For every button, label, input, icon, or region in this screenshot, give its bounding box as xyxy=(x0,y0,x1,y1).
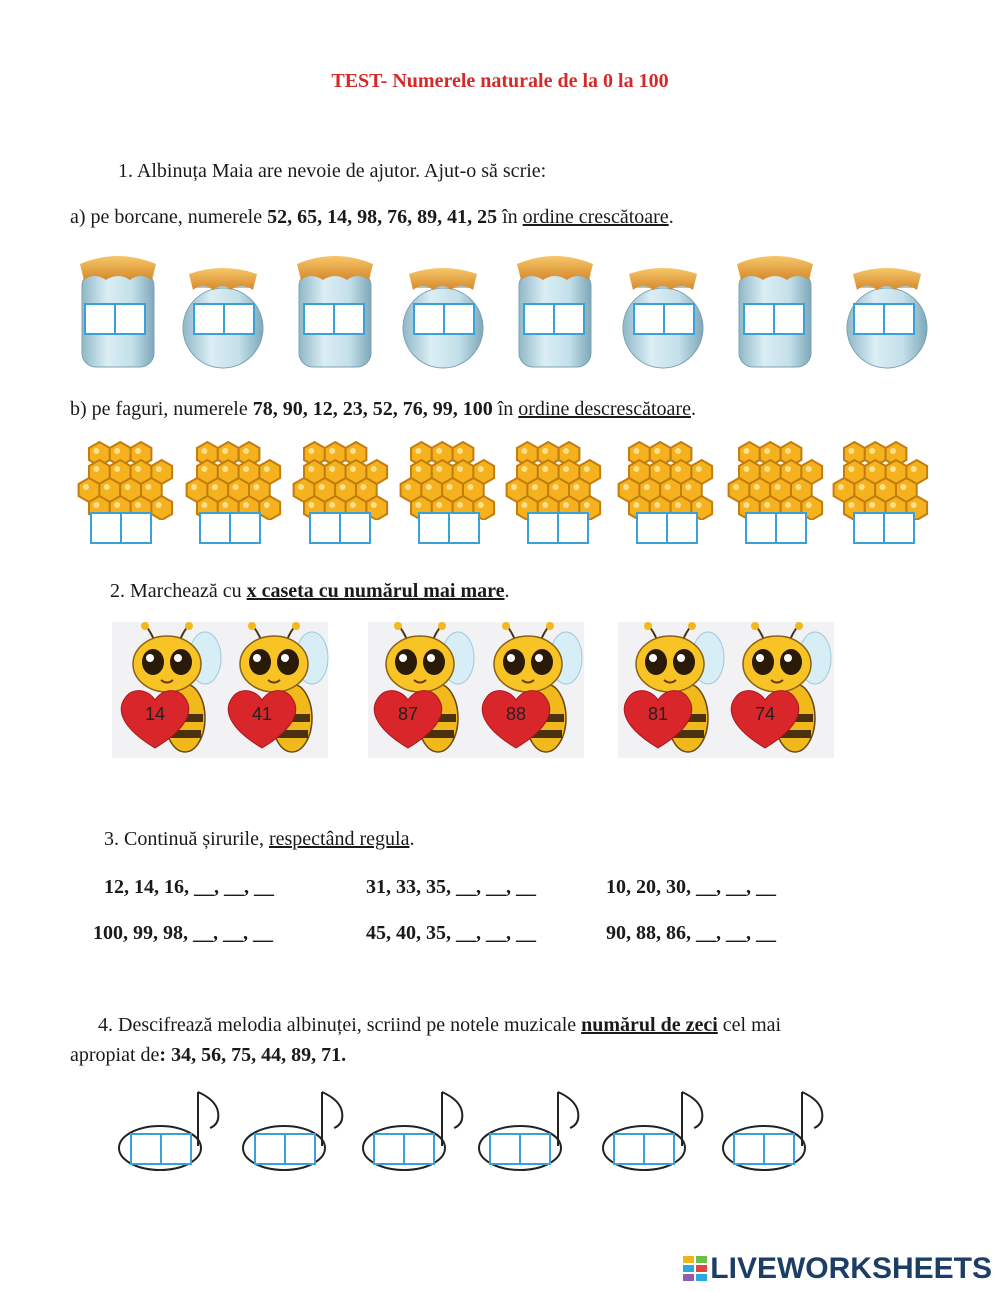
comb-1-digit-1[interactable] xyxy=(90,512,122,544)
comb-8-digit-1[interactable] xyxy=(853,512,885,544)
sequence-4[interactable]: 100, 99, 98, __, __, __ xyxy=(93,922,273,944)
note-4-digit-1[interactable] xyxy=(489,1133,521,1165)
comb-7-digit-2[interactable] xyxy=(777,512,807,544)
q1-b-end: . xyxy=(690,398,696,420)
jar-3-digit-2[interactable] xyxy=(335,303,365,335)
comb-answer-2 xyxy=(199,512,261,544)
comb-answer-4 xyxy=(418,512,480,544)
q1-a-text xyxy=(70,206,674,229)
bee-card-2[interactable] xyxy=(222,624,328,756)
jar-answer-2 xyxy=(193,303,255,335)
q2-mark: x caseta cu numărul mai mare xyxy=(246,580,505,602)
q4-line2-numbers: : 34, 56, 75, 44, 89, 71. xyxy=(159,1044,347,1066)
q2-text xyxy=(110,580,510,603)
q1-b-order: ordine descrescătoare xyxy=(518,398,691,420)
note-1-digit-2[interactable] xyxy=(162,1133,192,1165)
q1-b-text xyxy=(70,398,696,421)
comb-6-digit-2[interactable] xyxy=(668,512,698,544)
note-2-digit-1[interactable] xyxy=(254,1133,286,1165)
q4-line2-prefix: apropiat de xyxy=(70,1044,160,1066)
note-answer-3 xyxy=(373,1133,435,1165)
liveworksheets-logo-icon xyxy=(683,1256,707,1282)
comb-3-digit-2[interactable] xyxy=(341,512,371,544)
jar-1-digit-1[interactable] xyxy=(84,303,116,335)
comb-4-digit-1[interactable] xyxy=(418,512,450,544)
jar-8-digit-2[interactable] xyxy=(885,303,915,335)
q2-prefix: 2. Marchează cu xyxy=(110,580,247,602)
jar-3-digit-1[interactable] xyxy=(303,303,335,335)
jar-6-digit-1[interactable] xyxy=(633,303,665,335)
jar-5-digit-1[interactable] xyxy=(523,303,555,335)
q4-line-2 xyxy=(70,1044,346,1067)
note-4-digit-2[interactable] xyxy=(521,1133,551,1165)
comb-3-digit-1[interactable] xyxy=(309,512,341,544)
honeycomb-8 xyxy=(834,442,928,520)
note-6-digit-2[interactable] xyxy=(765,1133,795,1165)
comb-5-digit-2[interactable] xyxy=(559,512,589,544)
liveworksheets-logo xyxy=(683,1252,992,1286)
bee-card-1[interactable] xyxy=(115,624,221,756)
jar-answer-8 xyxy=(853,303,915,335)
jar-7-digit-1[interactable] xyxy=(743,303,775,335)
q4-prefix: 4. Descifrează melodia albinuței, scriind pe notele muzicale xyxy=(98,1014,582,1036)
comb-answer-8 xyxy=(853,512,915,544)
jar-answer-4 xyxy=(413,303,475,335)
comb-8-digit-2[interactable] xyxy=(885,512,915,544)
note-6-digit-1[interactable] xyxy=(733,1133,765,1165)
q1-a-mid: în xyxy=(497,206,523,228)
jar-answer-6 xyxy=(633,303,695,335)
sequence-1[interactable]: 12, 14, 16, __, __, __ xyxy=(104,876,274,898)
bee-1-number: 14 xyxy=(144,704,166,724)
bee-5-number: 81 xyxy=(647,704,669,724)
bee-card-3[interactable] xyxy=(368,624,474,756)
sequence-6[interactable]: 90, 88, 86, __, __, __ xyxy=(606,922,776,944)
q1-a-numbers: 52, 65, 14, 98, 76, 89, 41, 25 xyxy=(267,206,498,228)
jar-6-digit-2[interactable] xyxy=(665,303,695,335)
q3-prefix: 3. Continuă șirurile, xyxy=(104,828,269,850)
comb-1-digit-2[interactable] xyxy=(122,512,152,544)
comb-answer-6 xyxy=(636,512,698,544)
comb-5-digit-1[interactable] xyxy=(527,512,559,544)
bee-2-number: 41 xyxy=(251,704,273,724)
q4-suffix: cel mai xyxy=(717,1014,782,1036)
comb-2-digit-2[interactable] xyxy=(231,512,261,544)
sequence-5[interactable]: 45, 40, 35, __, __, __ xyxy=(366,922,536,944)
honeycomb-2 xyxy=(187,442,281,520)
q3-rule: respectând regula xyxy=(268,828,410,850)
jar-1-digit-2[interactable] xyxy=(116,303,146,335)
note-1-digit-1[interactable] xyxy=(130,1133,162,1165)
note-answer-6 xyxy=(733,1133,795,1165)
sequence-2[interactable]: 31, 33, 35, __, __, __ xyxy=(366,876,536,898)
jar-4-digit-2[interactable] xyxy=(445,303,475,335)
page-title: TEST- Numerele naturale de la 0 la 100 xyxy=(331,70,669,92)
jar-answer-1 xyxy=(84,303,146,335)
comb-answer-5 xyxy=(527,512,589,544)
comb-4-digit-2[interactable] xyxy=(450,512,480,544)
honeycombs-illustration xyxy=(75,440,935,520)
q4-line-1 xyxy=(98,1014,781,1037)
note-5-digit-2[interactable] xyxy=(645,1133,675,1165)
bee-card-6[interactable] xyxy=(725,624,833,756)
jar-answer-7 xyxy=(743,303,805,335)
jar-answer-3 xyxy=(303,303,365,335)
liveworksheets-logo-text: LIVEWORKSHEETS xyxy=(710,1252,992,1285)
q1-a-order: ordine crescătoare xyxy=(522,206,669,228)
comb-answer-1 xyxy=(90,512,152,544)
honeycombs-row xyxy=(75,440,935,520)
honeycomb-1 xyxy=(79,442,173,520)
jar-5-digit-2[interactable] xyxy=(555,303,585,335)
q1-a-prefix: a) pe borcane, numerele xyxy=(70,206,268,228)
q1-b-mid: în xyxy=(492,398,519,420)
honeycomb-5 xyxy=(507,442,600,520)
note-answer-2 xyxy=(254,1133,316,1165)
honeycomb-7 xyxy=(729,442,823,520)
jar-4-digit-1[interactable] xyxy=(413,303,445,335)
jar-2-digit-1[interactable] xyxy=(193,303,225,335)
comb-6-digit-1[interactable] xyxy=(636,512,668,544)
q1-intro: 1. Albinuța Maia are nevoie de ajutor. Ajut-o să scrie: xyxy=(118,160,547,182)
honeycomb-6 xyxy=(619,442,713,520)
honeycomb-3 xyxy=(294,442,388,520)
jar-2-digit-2[interactable] xyxy=(225,303,255,335)
bee-6-number: 74 xyxy=(754,704,776,724)
q3-text xyxy=(104,828,414,851)
comb-answer-7 xyxy=(745,512,807,544)
q2-end: . xyxy=(504,580,510,602)
bee-card-5[interactable] xyxy=(618,624,724,756)
bee-card-4[interactable] xyxy=(476,624,584,756)
note-5-digit-1[interactable] xyxy=(613,1133,645,1165)
comb-2-digit-1[interactable] xyxy=(199,512,231,544)
note-3-digit-2[interactable] xyxy=(405,1133,435,1165)
q3-end: . xyxy=(409,828,415,850)
note-answer-4 xyxy=(489,1133,551,1165)
bee-3-number: 87 xyxy=(397,704,419,724)
q4-key: numărul de zeci xyxy=(581,1014,718,1036)
honeycomb-4 xyxy=(401,442,495,520)
comb-answer-3 xyxy=(309,512,371,544)
jar-8-digit-1[interactable] xyxy=(853,303,885,335)
comb-7-digit-1[interactable] xyxy=(745,512,777,544)
bee-4-number: 88 xyxy=(505,704,527,724)
q1-b-prefix: b) pe faguri, numerele xyxy=(70,398,253,420)
note-answer-1 xyxy=(130,1133,192,1165)
q1-a-end: . xyxy=(668,206,674,228)
note-answer-5 xyxy=(613,1133,675,1165)
note-2-digit-2[interactable] xyxy=(286,1133,316,1165)
q1-b-numbers: 78, 90, 12, 23, 52, 76, 99, 100 xyxy=(252,398,493,420)
sequence-3[interactable]: 10, 20, 30, __, __, __ xyxy=(606,876,776,898)
jar-answer-5 xyxy=(523,303,585,335)
note-3-digit-1[interactable] xyxy=(373,1133,405,1165)
jar-7-digit-2[interactable] xyxy=(775,303,805,335)
